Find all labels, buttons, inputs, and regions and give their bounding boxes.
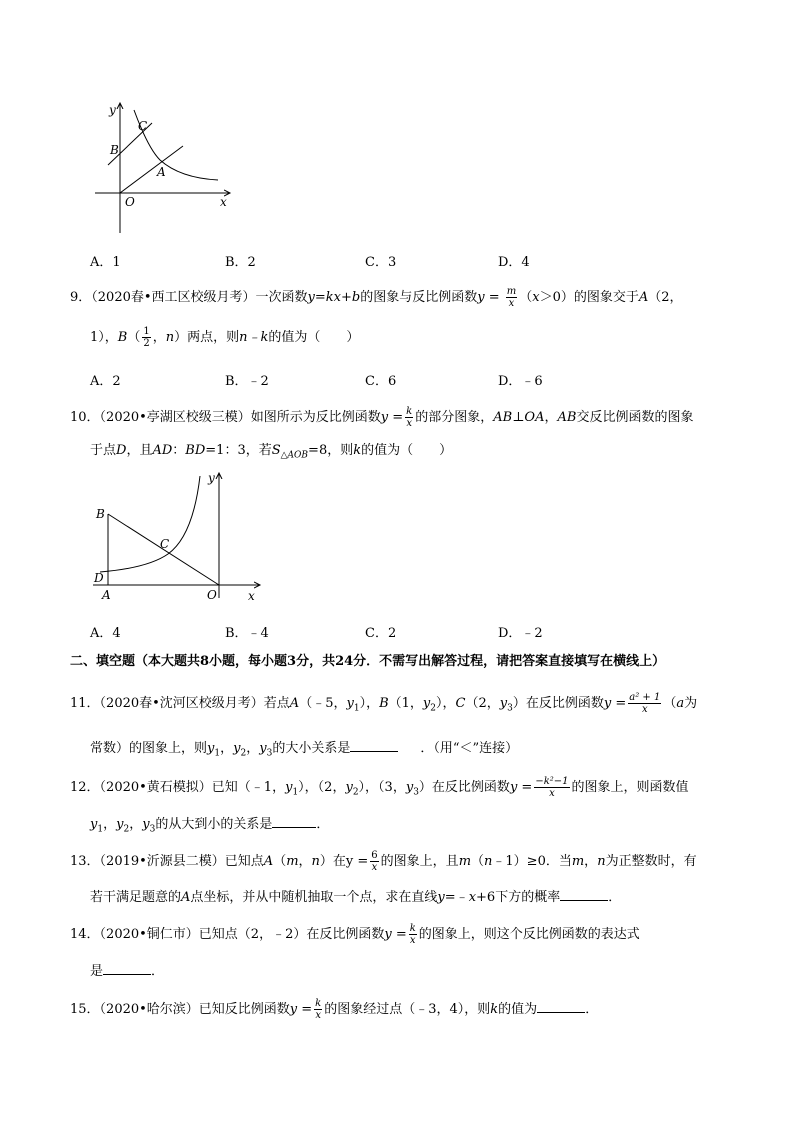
q8-choice-c: C．3	[365, 255, 397, 270]
q10-label-a: A	[102, 588, 111, 602]
section-title: 二、填空题（本大题共8小题，每小题3分，共24分．不需写出解答过程，请把答案直接填写在横线上）	[70, 654, 666, 669]
q9-choice-a: A．2	[90, 374, 121, 389]
q8-choice-b: B．2	[225, 255, 256, 270]
q9-choice-b: B．﹣2	[225, 374, 269, 389]
q14-answer-blank[interactable]	[103, 960, 151, 975]
q10-label-x: x	[248, 589, 255, 603]
q14-fraction: $\frac{k}{x}$	[409, 923, 416, 946]
q14-line2: 是 ．	[90, 960, 164, 982]
q13-line1: 13．（2019•沂源县二模）已知点A（m，n）在y = $\frac{6}{x}$ 的图象上，且m（n﹣1）≥0．当m，n为正整数时，有	[70, 850, 697, 873]
q15-answer-blank[interactable]	[537, 998, 585, 1013]
q10-choice-a: A．4	[90, 626, 121, 641]
q9-choice-d: D．﹣6	[498, 374, 543, 389]
q10-label-b: B	[96, 507, 105, 521]
q9-fraction-half: $\frac{1}{2}$	[143, 326, 150, 349]
q10-figure	[88, 468, 268, 608]
q9-choice-c: C．6	[365, 374, 397, 389]
q12-line2: $y_1$，$y_2$，$y_3$的从大到小的关系是 ．	[90, 813, 329, 840]
q10-choice-d: D．﹣2	[498, 626, 543, 641]
q8-label-c: C	[138, 119, 148, 133]
q15-line1: 15．（2020•哈尔滨）已知反比例函数y = $\frac{k}{x}$ 的图象经过点（﹣3，4），则k的值为 ．	[70, 998, 599, 1021]
q10-hyperbola	[100, 476, 200, 572]
q13-answer-blank[interactable]	[560, 886, 608, 901]
q10-label-o: O	[207, 588, 217, 602]
q12-answer-blank[interactable]	[272, 813, 316, 828]
q8-choice-a: A．1	[90, 255, 121, 270]
q11-line1: 11．（2020春•沈河区校级月考）若点A（﹣5，$y_1$），B（1，$y_2$），C（2，$y_3$）在反比例函数y = $\frac{\text{a² + 1}}{x}$ （a为	[70, 692, 698, 715]
q9-line2: 1），B（ $\frac{1}{2}$ ，n）两点，则n﹣k的值为（ ）	[90, 326, 360, 349]
q8-label-y: y	[109, 103, 116, 117]
q12-line1: 12．（2020•黄石模拟）已知（﹣1，$y_1$），（2，$y_2$），（3，$y_3$）在反比例函数y = $\frac{\text{−k²−1}}{x}$ 的图象上，则函数值	[70, 776, 689, 799]
q11-line2: 常数）的图象上，则$y_1$，$y_2$，$y_3$的大小关系是 ．（用“＜”连接）	[90, 737, 518, 764]
q13-fraction: $\frac{6}{x}$	[371, 850, 378, 873]
q10-fraction-k-x: $\frac{k}{x}$	[406, 406, 413, 429]
q8-label-o: O	[125, 195, 135, 209]
q10-label-y: y	[208, 471, 215, 485]
q10-choice-b: B．﹣4	[225, 626, 269, 641]
q12-fraction: $\frac{\text{−k²−1}}{x}$	[535, 776, 569, 799]
q9-fraction-m-x: $\frac{m}{x}$	[506, 286, 517, 309]
q8-figure	[90, 98, 250, 238]
q10-line1: 10．（2020•亭湖区校级三模）如图所示为反比例函数y = $\frac{k}{x}$ 的部分图象，AB⊥OA，AB交反比例函数的图象	[70, 406, 694, 429]
q8-choice-d: D．4	[498, 255, 530, 270]
q10-line2: 于点D，且AD：BD=1：3，若$S_{\triangle AOB}=8$，则k的值为（ ）	[90, 443, 453, 461]
q10-label-c: C	[160, 537, 170, 551]
q14-line1: 14．（2020•铜仁市）已知点（2，﹣2）在反比例函数y = $\frac{k}{x}$ 的图象上，则这个反比例函数的表达式	[70, 923, 640, 946]
q11-answer-blank[interactable]	[350, 737, 398, 752]
q10-label-d: D	[94, 571, 104, 585]
q15-fraction: $\frac{k}{x}$	[315, 998, 322, 1021]
q8-label-x: x	[220, 195, 227, 209]
q13-line2: 若干满足题意的A点坐标，并从中随机抽取一个点，求在直线y=﹣x+6下方的概率 ．	[90, 886, 621, 908]
q11-fraction: $\frac{\text{a² + 1}}{x}$	[629, 692, 661, 715]
q8-label-b: B	[110, 143, 119, 157]
q9-line1: 9．（2020春•西工区校级月考）一次函数y=kx+b的图象与反比例函数y = $\frac{m}{x}$ （x＞0）的图象交于A（2，	[70, 286, 683, 309]
q10-choice-c: C．2	[365, 626, 397, 641]
q8-label-a: A	[157, 165, 166, 179]
